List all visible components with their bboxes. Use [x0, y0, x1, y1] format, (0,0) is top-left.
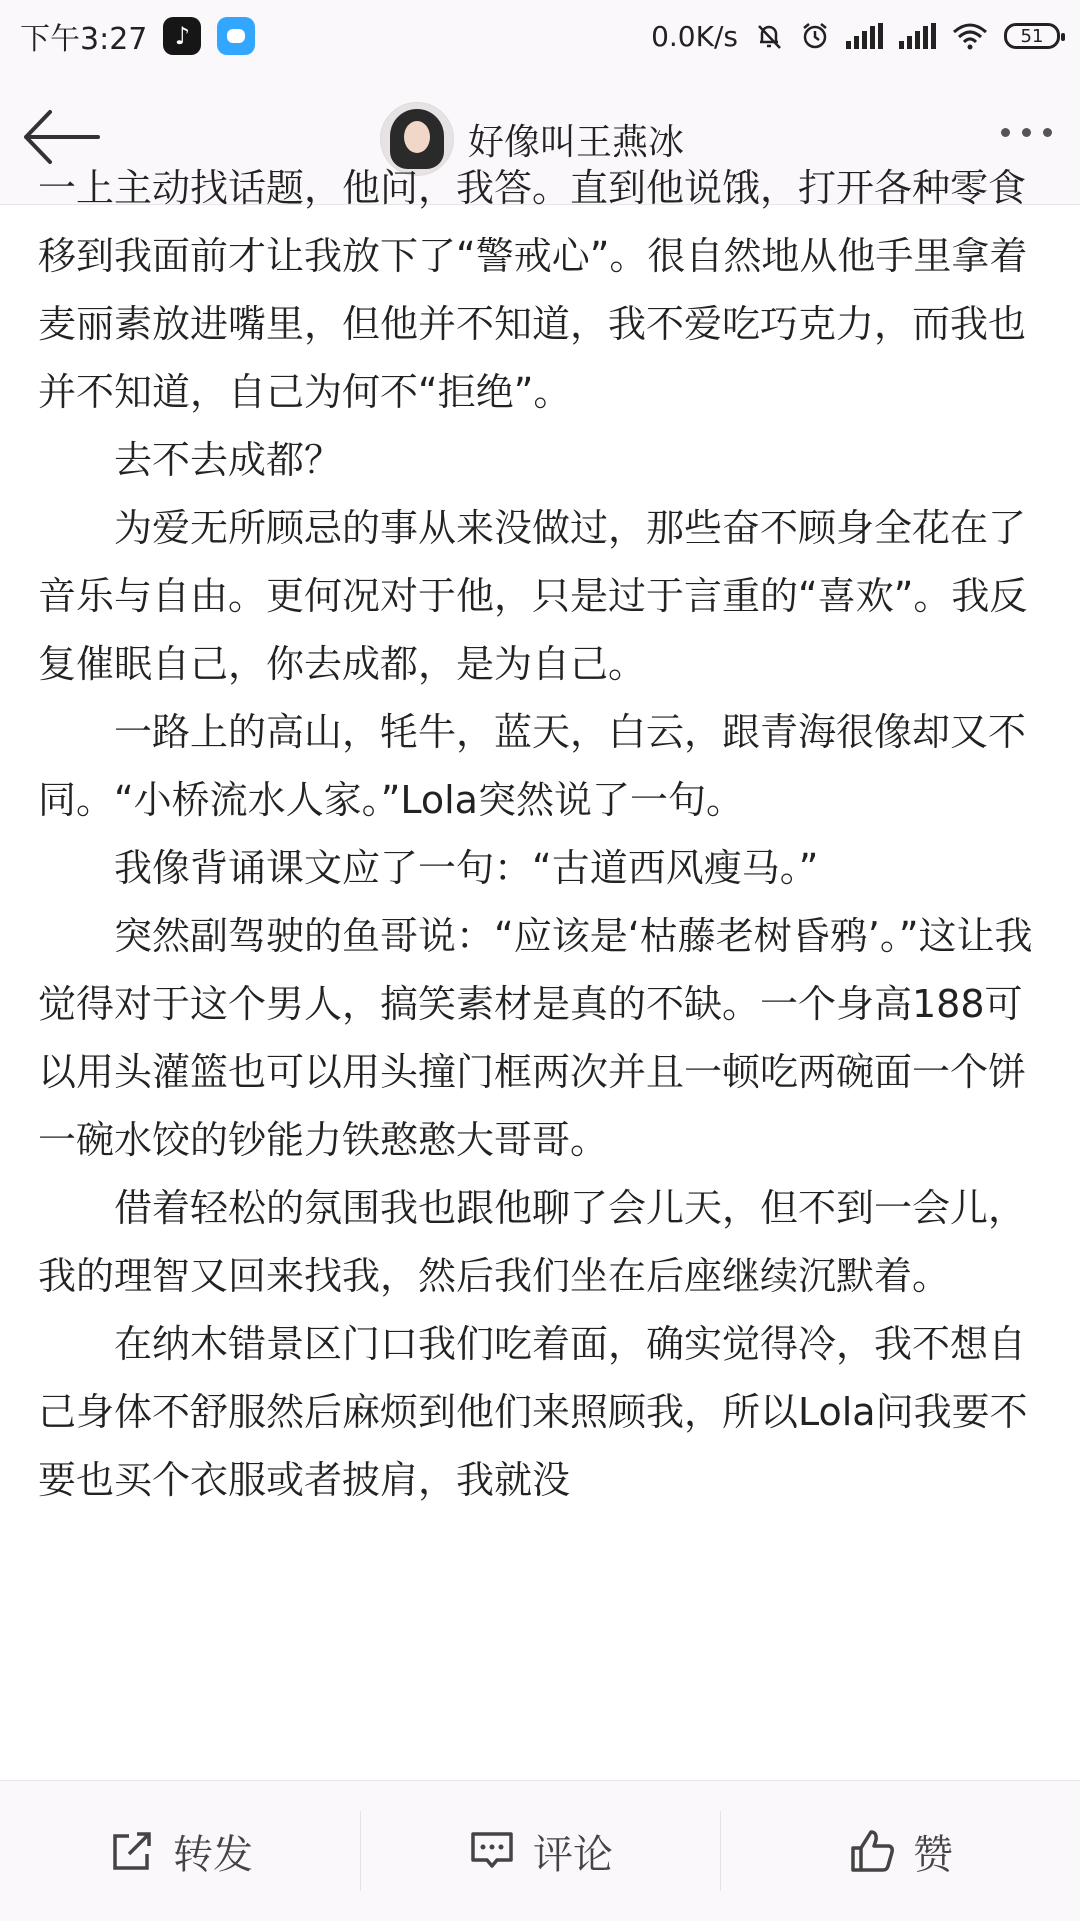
status-time: 下午3:27: [20, 22, 148, 57]
wifi-icon: [952, 22, 988, 50]
article-text: [38, 154, 1038, 1514]
paragraph: 我像背诵课文应了一句：“古道西风瘦马。”: [114, 846, 819, 890]
comment-icon: [467, 1826, 517, 1876]
paragraph: 去不去成都？: [114, 438, 343, 482]
more-options-icon[interactable]: [1001, 128, 1052, 137]
thumbs-up-icon: [847, 1826, 897, 1876]
like-button[interactable]: [720, 1781, 1080, 1921]
repost-button[interactable]: [0, 1781, 360, 1921]
bell-muted-icon: [754, 21, 784, 51]
like-label: 赞: [913, 1831, 953, 1878]
share-icon: [107, 1826, 157, 1876]
alarm-icon: [800, 21, 830, 51]
repost-label: 转发: [173, 1831, 253, 1878]
chat-icon: [217, 17, 255, 55]
signal-icon-2: [899, 23, 936, 49]
status-bar: [0, 0, 1080, 72]
network-speed: 0.0K/s: [651, 19, 738, 53]
paragraph: 为爱无所顾忌的事从来没做过，那些奋不顾身全花在了音乐与自由。更何况对于他，只是过于言重的“喜欢”。我反复催眠自己，你去成都，是为自己。: [38, 506, 1028, 686]
bottom-action-bar: [0, 1780, 1080, 1921]
paragraph: 在纳木错景区门口我们吃着面，确实觉得冷，我不想自己身体不舒服然后麻烦到他们来照顾我，所以Lola问我要不要也买个衣服或者披肩，我就没: [38, 1322, 1028, 1502]
battery-indicator: 51: [1004, 23, 1060, 49]
author-name[interactable]: 好像叫王燕冰: [468, 121, 685, 163]
paragraph: 一路上的高山，牦牛，蓝天，白云，跟青海很像却又不同。“小桥流水人家。”Lola突然说了一句。: [38, 710, 1027, 822]
comment-label: 评论: [533, 1831, 613, 1878]
tiktok-icon: ♪: [163, 17, 201, 55]
paragraph: 一上主动找话题，他问，我答。直到他说饿，打开各种零食移到我面前才让我放下了“警戒心”。很自然地从他手里拿着麦丽素放进嘴里，但他并不知道，我不爱吃巧克力，而我也并不知道，自己为何不“拒绝”。: [38, 166, 1028, 414]
signal-icon-1: [846, 23, 883, 49]
paragraph: 突然副驾驶的鱼哥说：“应该是‘枯藤老树昏鸦’。”这让我觉得对于这个男人，搞笑素材是真的不缺。一个身高188可以用头灌篮也可以用头撞门框两次并且一顿吃两碗面一个饼一碗水饺的钞能力铁憨憨大哥哥。: [38, 914, 1033, 1162]
paragraph: 借着轻松的氛围我也跟他聊了会儿天，但不到一会儿，我的理智又回来找我，然后我们坐在后座继续沉默着。: [38, 1186, 1027, 1298]
article-body: [0, 166, 1080, 1779]
comment-button[interactable]: [360, 1781, 720, 1921]
